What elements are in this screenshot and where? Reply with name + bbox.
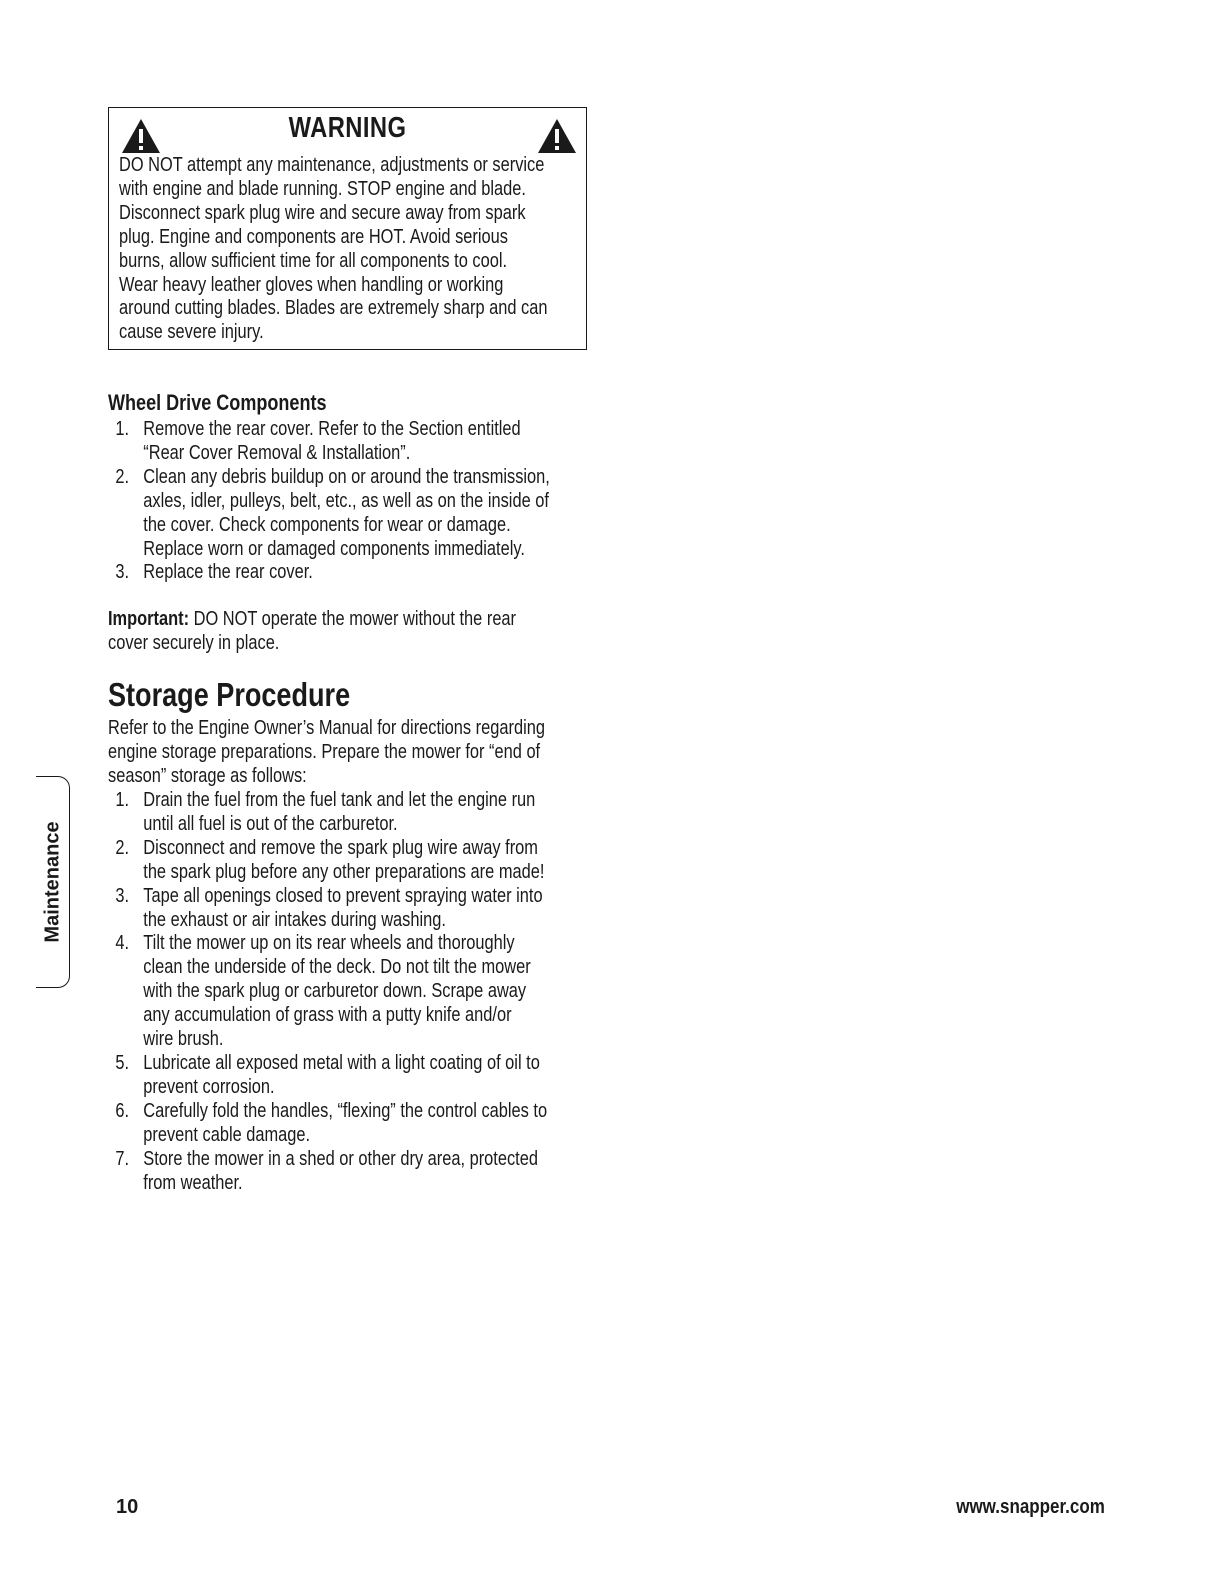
step-number: 1. <box>115 418 130 440</box>
important-line <box>108 608 592 632</box>
step-number: 4. <box>115 932 130 955</box>
list-item <box>108 561 592 585</box>
warning-line: cause severe injury. <box>119 321 264 344</box>
warning-line: DO NOT attempt any maintenance, adjustments or service <box>119 154 545 176</box>
step-line: Drain the fuel from the fuel tank and let the engine run <box>143 789 536 811</box>
list-item <box>108 1052 592 1100</box>
step-line: prevent corrosion. <box>143 1075 275 1098</box>
step-line: until all fuel is out of the carburetor. <box>143 812 398 835</box>
step-line: Disconnect and remove the spark plug wire away from <box>143 836 538 859</box>
list-item <box>108 932 592 1052</box>
step-number: 7. <box>115 1147 130 1170</box>
storage-steps <box>108 789 592 1195</box>
warning-line: around cutting blades. Blades are extremely sharp and can <box>119 297 548 320</box>
step-line: Replace worn or damaged components immediately. <box>143 537 525 560</box>
section-heading-wheel-drive: Wheel Drive Components <box>108 390 327 415</box>
step-line: clean the underside of the deck. Do not tilt the mower <box>143 956 531 979</box>
step-number: 5. <box>115 1051 130 1074</box>
step-line: Clean any debris buildup on or around the transmission, <box>143 465 550 488</box>
step-line: Tape all openings closed to prevent spraying water into <box>143 884 543 907</box>
step-line: Tilt the mower up on its rear wheels and thoroughly <box>143 932 515 955</box>
step-line: wire brush. <box>143 1028 224 1051</box>
step-line: Replace the rear cover. <box>143 561 313 584</box>
intro-line: season” storage as follows: <box>108 764 307 787</box>
important-note <box>108 608 592 656</box>
side-tab-label: Maintenance <box>41 821 64 943</box>
list-item <box>108 885 592 933</box>
step-number: 2. <box>115 836 130 859</box>
step-line: the cover. Check components for wear or damage. <box>143 513 511 536</box>
warning-line: Wear heavy leather gloves when handling or working <box>119 273 504 296</box>
step-number: 1. <box>115 789 130 811</box>
step-line: Lubricate all exposed metal with a light coating of oil to <box>143 1051 540 1074</box>
step-number: 3. <box>115 561 130 584</box>
intro-line: engine storage preparations. Prepare the mower for “end of <box>108 740 541 763</box>
step-line: Carefully fold the handles, “flexing” the control cables to <box>143 1099 548 1122</box>
step-line: from weather. <box>143 1171 243 1194</box>
step-line: any accumulation of grass with a putty knife and/or <box>143 1004 512 1027</box>
warning-box <box>108 107 587 350</box>
step-line: Remove the rear cover. Refer to the Section entitled <box>143 418 521 440</box>
step-number: 6. <box>115 1099 130 1122</box>
wheel-drive-steps <box>108 418 592 585</box>
list-item <box>108 1100 592 1148</box>
storage-intro <box>108 717 592 789</box>
website-url: www.snapper.com <box>956 1496 1105 1518</box>
step-line: the exhaust or air intakes during washing. <box>143 908 446 931</box>
warning-title: WARNING <box>288 112 407 144</box>
step-number: 3. <box>115 884 130 907</box>
warning-text <box>119 154 578 345</box>
step-line: the spark plug before any other preparations are made! <box>143 860 545 883</box>
warning-line: burns, allow sufficient time for all components to cool. <box>119 249 508 272</box>
warning-line: plug. Engine and components are HOT. Avoid serious <box>119 225 508 248</box>
important-text: DO NOT operate the mower without the rear <box>189 608 517 630</box>
list-item <box>108 789 592 837</box>
warning-line: Disconnect spark plug wire and secure away from spark <box>119 201 526 224</box>
section-heading-storage: Storage Procedure <box>108 676 351 713</box>
page-number: 10 <box>116 1496 139 1518</box>
step-line: with the spark plug or carburetor down. Scrape away <box>143 980 527 1003</box>
important-line: cover securely in place. <box>108 631 280 654</box>
list-item <box>108 1148 592 1196</box>
list-item <box>108 418 592 466</box>
step-line: axles, idler, pulleys, belt, etc., as well as on the inside of <box>143 489 549 512</box>
list-item <box>108 466 592 562</box>
intro-line: Refer to the Engine Owner’s Manual for directions regarding <box>108 717 545 739</box>
list-item <box>108 837 592 885</box>
important-label: Important: <box>108 608 190 630</box>
warning-triangle-icon <box>537 118 577 154</box>
step-line: Store the mower in a shed or other dry area, protected <box>143 1147 538 1170</box>
warning-line: with engine and blade running. STOP engine and blade. <box>119 177 526 200</box>
step-line: prevent cable damage. <box>143 1123 311 1146</box>
step-line: “Rear Cover Removal & Installation”. <box>143 441 411 464</box>
step-number: 2. <box>115 465 130 488</box>
